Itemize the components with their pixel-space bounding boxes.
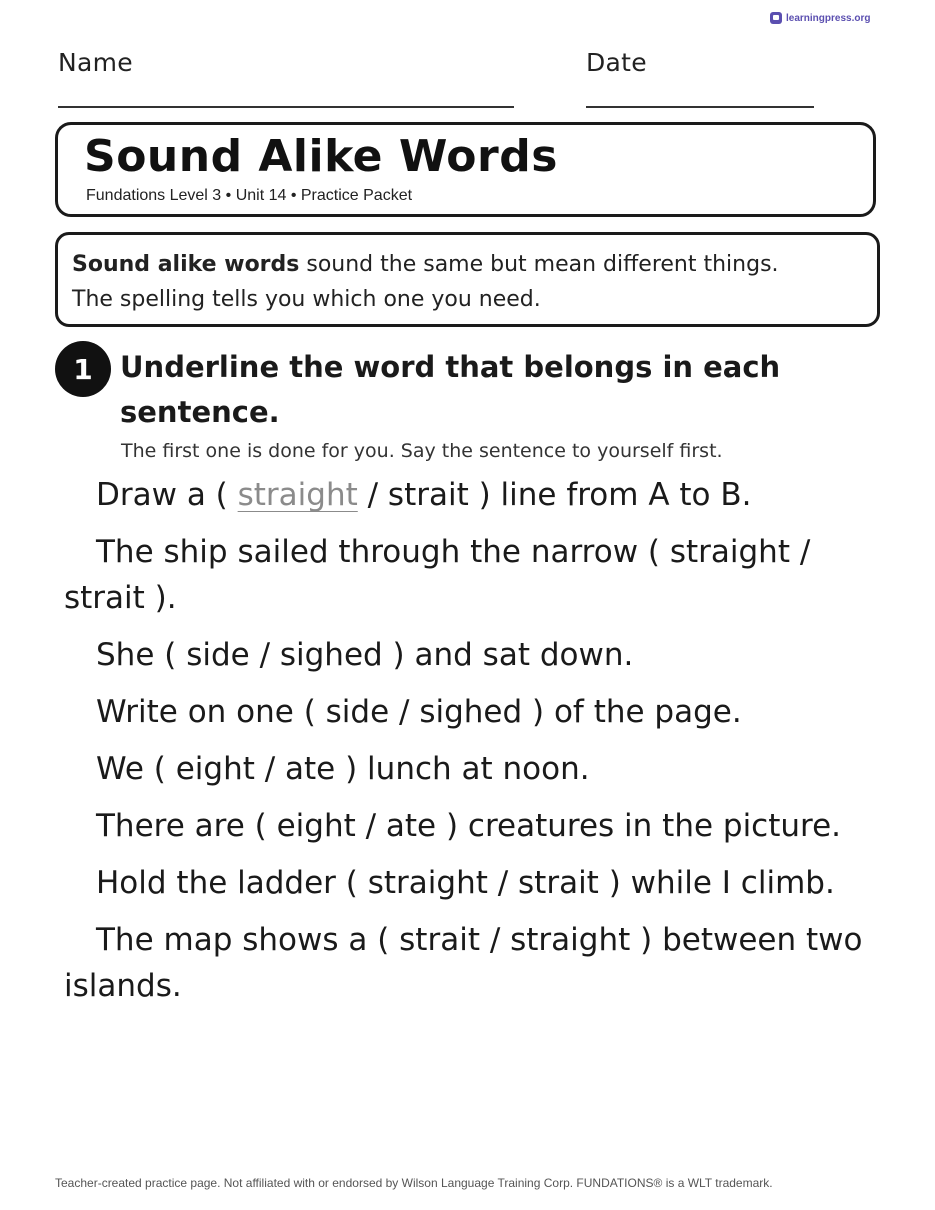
sentence-text: Hold the ladder ( straight / strait ) while I climb. bbox=[96, 865, 835, 901]
sentence-item bbox=[64, 529, 874, 621]
sentence-text: Write on one ( side / sighed ) of the page. bbox=[96, 694, 742, 730]
sentence-item bbox=[64, 917, 874, 1009]
example-answer-word: straight bbox=[237, 477, 358, 513]
sentence-item bbox=[64, 632, 874, 678]
sentence-text: Draw a ( bbox=[96, 477, 238, 513]
sentence-text: There are ( eight / ate ) creatures in the picture. bbox=[96, 808, 842, 844]
date-line bbox=[586, 106, 814, 108]
brand-link[interactable] bbox=[770, 12, 870, 24]
definition-line-2: The spelling tells you which one you need. bbox=[72, 287, 541, 312]
footer-disclaimer: Teacher-created practice page. Not affiliated with or endorsed by Wilson Language Training Corp. FUNDATIONS® is a WLT trademark. bbox=[55, 1176, 773, 1190]
page-title: Sound Alike Words bbox=[84, 131, 558, 182]
sentence-item bbox=[64, 689, 874, 735]
book-icon bbox=[770, 12, 782, 24]
page-subtitle: Fundations Level 3 • Unit 14 • Practice Packet bbox=[86, 187, 413, 204]
definition-term: Sound alike words bbox=[72, 252, 300, 277]
sentence-item bbox=[64, 472, 874, 518]
date-label: Date bbox=[586, 48, 647, 77]
section-heading: Underline the word that belongs in each sentence. bbox=[120, 350, 781, 429]
title-box bbox=[55, 122, 876, 217]
definition-box bbox=[55, 232, 880, 327]
sentence-text: She ( side / sighed ) and sat down. bbox=[96, 637, 634, 673]
name-label: Name bbox=[58, 48, 133, 77]
name-line bbox=[58, 106, 514, 108]
section-number-badge: 1 bbox=[55, 341, 111, 397]
sentence-item bbox=[64, 746, 874, 792]
sentence-text: / strait ) line from A to B. bbox=[357, 477, 752, 513]
definition-text: sound the same but mean different things. bbox=[299, 252, 779, 277]
sentence-text: The ship sailed through the narrow ( straight / strait ). bbox=[64, 534, 811, 616]
sentence-text: We ( eight / ate ) lunch at noon. bbox=[96, 751, 590, 787]
sentence-list bbox=[64, 472, 874, 1020]
section-instruction-note: The first one is done for you. Say the sentence to yourself first. bbox=[121, 440, 723, 462]
definition-line-1 bbox=[72, 247, 863, 282]
sentence-text: The map shows a ( strait / straight ) between two islands. bbox=[64, 922, 863, 1004]
sentence-item bbox=[64, 803, 874, 849]
brand-label: learningpress.org bbox=[786, 12, 871, 24]
sentence-item bbox=[64, 860, 874, 906]
